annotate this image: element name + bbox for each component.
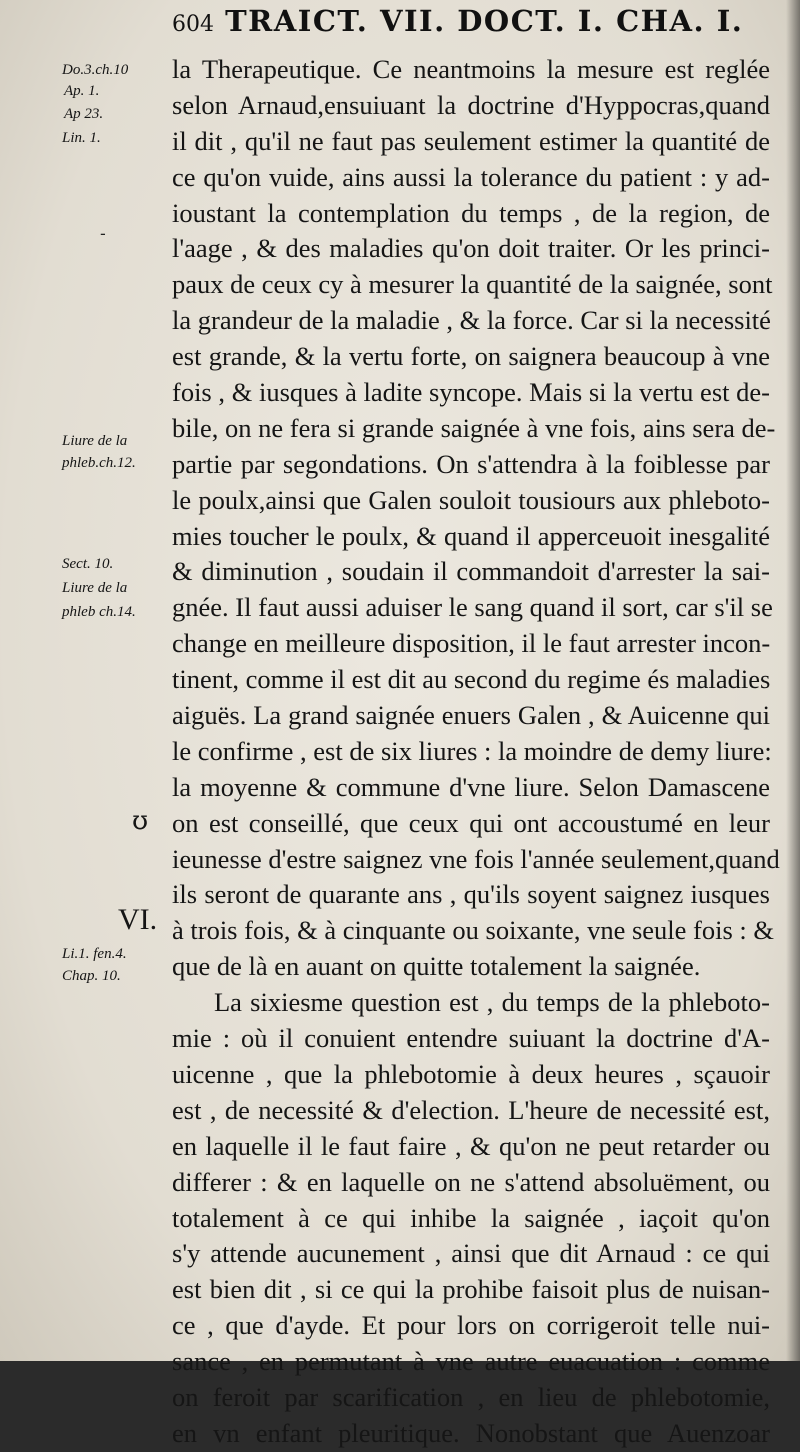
- text-line: aiguës. La grand saignée enuers Galen , & Auicenne qui: [172, 700, 770, 731]
- text-line: l'aage , & des maladies qu'on doit traiter. Or les princi-: [172, 233, 770, 264]
- text-line: partie par segondations. On s'attendra à la foiblesse par: [172, 448, 770, 479]
- margin-note: Ap 23.: [64, 106, 104, 122]
- text-line: on est conseillé, que ceux qui ont accoustumé en leur: [172, 807, 770, 838]
- section-number: VI.: [118, 903, 158, 936]
- text-line: selon Arnaud,ensuiuant la doctrine d'Hyppocras,quand: [172, 89, 770, 120]
- text-line: mie : où il conuient entendre suiuant la doctrine d'A-: [172, 1023, 770, 1054]
- text-line: sance , en permutant à vne autre euacuation : comme: [172, 1346, 770, 1377]
- margin-note: Ap. 1.: [64, 83, 100, 99]
- text-line: le poulx,ainsi que Galen souloit tousiours aux phleboto-: [172, 484, 770, 515]
- text-line: il dit , qu'il ne faut pas seulement estimer la quantité de: [172, 125, 770, 156]
- page-edge-shadow: [786, 0, 800, 1361]
- margin-note: Chap. 10.: [62, 968, 121, 984]
- text-line: ils seront de quarante ans , qu'ils soyent saignez iusques: [172, 879, 770, 910]
- text-line: La sixiesme question est , du temps de la phleboto-: [214, 987, 770, 1018]
- margin-note: Sect. 10.: [62, 556, 114, 572]
- margin-note: Do.3.ch.10: [62, 62, 129, 78]
- text-line: uicenne , que la phlebotomie à deux heures , sçauoir: [172, 1058, 770, 1089]
- text-line: change en meilleure disposition, il le faut arrester incon-: [172, 628, 771, 659]
- margin-note: phleb.ch.12.: [62, 455, 136, 471]
- text-line: gnée. Il faut aussi aduiser le sang quand il sort, car s'il se: [172, 592, 773, 623]
- text-line: ioustant la contemplation du temps , de la region, de: [172, 197, 770, 228]
- text-line: fois , & iusques à ladite syncope. Mais si la vertu est de-: [172, 377, 770, 408]
- marginal-ornament: ʊ: [132, 806, 149, 836]
- text-line: le confirme , est de six liures : la moindre de demy liure:: [172, 735, 772, 766]
- text-line: en vn enfant pleuritique. Nonobstant que Auenzoar: [172, 1417, 770, 1448]
- text-line: en laquelle il le faut faire , & qu'on ne peut retarder ou: [172, 1130, 770, 1161]
- margin-note: Liure de la: [62, 433, 128, 449]
- margin-note: Lin. 1.: [62, 130, 101, 146]
- text-line: on feroit par scarification , en lieu de phlebotomie,: [172, 1381, 770, 1412]
- text-line: est bien dit , si ce qui la prohibe faisoit plus de nuisan-: [172, 1274, 770, 1305]
- text-line: la grandeur de la maladie , & la force. Car si la necessité: [172, 305, 771, 336]
- page-header: [172, 4, 792, 48]
- text-line: ce , que d'ayde. Et pour lors on corrigeroit telle nui-: [172, 1310, 770, 1341]
- body-text: [172, 52, 780, 1452]
- text-line: à trois fois, & à cinquante ou soixante, vne seule fois : &: [172, 915, 775, 946]
- text-line: est , de necessité & d'election. L'heure de necessité est,: [172, 1094, 770, 1125]
- text-line: s'y attende aucunement , ainsi que dit Arnaud : ce qui: [172, 1238, 770, 1269]
- text-line: ce qu'on vuide, ains aussi la tolerance du patient : y ad-: [172, 161, 770, 192]
- text-line: est grande, & la vertu forte, on saignera beaucoup à vne: [172, 341, 770, 372]
- text-line: totalement à ce qui inhibe la saignée , iaçoit qu'on: [172, 1202, 770, 1233]
- margin-mark: ‑: [100, 224, 106, 243]
- margin-note: Liure de la: [62, 580, 128, 596]
- margin-note: Li.1. fen.4.: [62, 946, 127, 962]
- running-title: TRAICT. VII. DOCT. I. CHA. I.: [225, 4, 744, 38]
- text-line: que de là en auant on quitte totalement la saignée.: [172, 951, 701, 982]
- text-line: bile, on ne fera si grande saignée à vne fois, ains sera de-: [172, 412, 776, 443]
- text-line: tinent, comme il est dit au second du regime és maladies: [172, 664, 771, 695]
- text-line: la Therapeutique. Ce neantmoins la mesure est reglée: [172, 54, 770, 84]
- margin-note: phleb ch.14.: [62, 604, 136, 620]
- text-line: paux de ceux cy à mesurer la quantité de la saignée, sont: [172, 269, 773, 300]
- text-line: & diminution , soudain il commandoit d'arrester la sai-: [172, 556, 770, 587]
- text-line: mies toucher le poulx, & quand il apperceuoit inesgalité: [172, 520, 770, 551]
- page-number: 604: [172, 12, 214, 37]
- text-line: la moyenne & commune d'vne liure. Selon Damascene: [172, 771, 770, 802]
- text-line: differer : & en laquelle on ne s'attend absoluëment, ou: [172, 1166, 770, 1197]
- text-line: ieunesse d'estre saignez vne fois l'année seulement,quand: [172, 843, 780, 874]
